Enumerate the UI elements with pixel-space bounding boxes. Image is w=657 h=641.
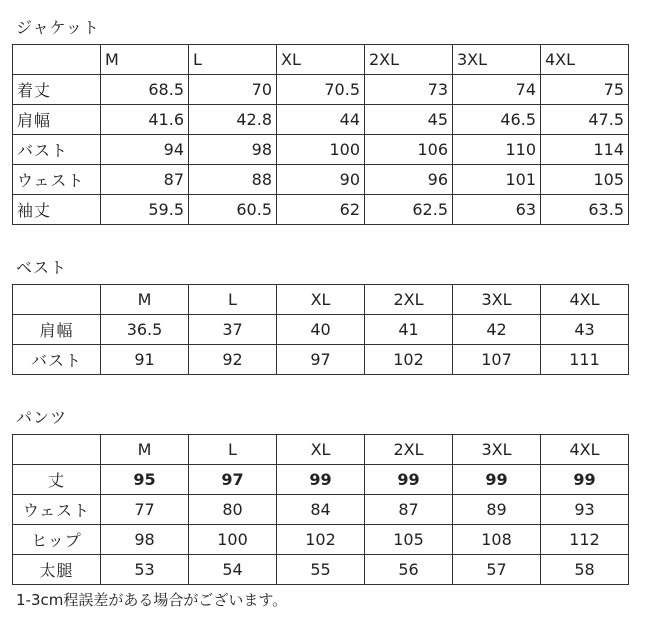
value-cell: 98 bbox=[189, 135, 277, 165]
value-cell: 54 bbox=[189, 555, 277, 585]
jacket-size-table bbox=[12, 44, 629, 225]
size-header: L bbox=[189, 285, 277, 315]
vest-title: ベスト bbox=[16, 258, 68, 277]
row-label: バスト bbox=[13, 345, 101, 375]
value-cell: 75 bbox=[541, 75, 629, 105]
value-cell: 58 bbox=[541, 555, 629, 585]
value-cell: 70 bbox=[189, 75, 277, 105]
corner-cell bbox=[13, 45, 101, 75]
row-label: 着丈 bbox=[13, 75, 101, 105]
value-cell: 112 bbox=[541, 525, 629, 555]
value-cell: 56 bbox=[365, 555, 453, 585]
size-header: 3XL bbox=[453, 45, 541, 75]
value-cell: 90 bbox=[277, 165, 365, 195]
value-cell: 100 bbox=[189, 525, 277, 555]
value-cell: 98 bbox=[101, 525, 189, 555]
value-cell: 114 bbox=[541, 135, 629, 165]
value-cell: 89 bbox=[453, 495, 541, 525]
header-row bbox=[13, 45, 629, 75]
value-cell: 59.5 bbox=[101, 195, 189, 225]
size-header: 3XL bbox=[453, 285, 541, 315]
table-row bbox=[13, 315, 629, 345]
row-label: ヒップ bbox=[13, 525, 101, 555]
value-cell: 62.5 bbox=[365, 195, 453, 225]
value-cell: 110 bbox=[453, 135, 541, 165]
value-cell: 42 bbox=[453, 315, 541, 345]
row-label: 丈 bbox=[13, 465, 101, 495]
vest-size-table bbox=[12, 284, 629, 375]
value-cell: 70.5 bbox=[277, 75, 365, 105]
value-cell: 108 bbox=[453, 525, 541, 555]
value-cell: 100 bbox=[277, 135, 365, 165]
size-header: XL bbox=[277, 435, 365, 465]
size-header: 3XL bbox=[453, 435, 541, 465]
size-header: XL bbox=[277, 45, 365, 75]
size-header: XL bbox=[277, 285, 365, 315]
size-header: 4XL bbox=[541, 285, 629, 315]
corner-cell bbox=[13, 435, 101, 465]
value-cell: 42.8 bbox=[189, 105, 277, 135]
size-header: M bbox=[101, 285, 189, 315]
value-cell: 41.6 bbox=[101, 105, 189, 135]
value-cell: 93 bbox=[541, 495, 629, 525]
row-label: 太腿 bbox=[13, 555, 101, 585]
size-header: 2XL bbox=[365, 45, 453, 75]
value-cell: 97 bbox=[189, 465, 277, 495]
value-cell: 46.5 bbox=[453, 105, 541, 135]
pants-size-table bbox=[12, 434, 629, 585]
table-row bbox=[13, 105, 629, 135]
row-label: 肩幅 bbox=[13, 105, 101, 135]
row-label: ウェスト bbox=[13, 495, 101, 525]
value-cell: 36.5 bbox=[101, 315, 189, 345]
value-cell: 97 bbox=[277, 345, 365, 375]
value-cell: 102 bbox=[277, 525, 365, 555]
value-cell: 102 bbox=[365, 345, 453, 375]
value-cell: 87 bbox=[101, 165, 189, 195]
value-cell: 74 bbox=[453, 75, 541, 105]
value-cell: 87 bbox=[365, 495, 453, 525]
value-cell: 68.5 bbox=[101, 75, 189, 105]
value-cell: 91 bbox=[101, 345, 189, 375]
value-cell: 57 bbox=[453, 555, 541, 585]
table-row bbox=[13, 525, 629, 555]
size-header: 4XL bbox=[541, 45, 629, 75]
table-row bbox=[13, 135, 629, 165]
value-cell: 80 bbox=[189, 495, 277, 525]
value-cell: 95 bbox=[101, 465, 189, 495]
size-header: M bbox=[101, 45, 189, 75]
table-row bbox=[13, 555, 629, 585]
size-header: M bbox=[101, 435, 189, 465]
size-header: 2XL bbox=[365, 285, 453, 315]
size-header: 4XL bbox=[541, 435, 629, 465]
value-cell: 40 bbox=[277, 315, 365, 345]
value-cell: 106 bbox=[365, 135, 453, 165]
value-cell: 99 bbox=[365, 465, 453, 495]
value-cell: 96 bbox=[365, 165, 453, 195]
row-label: ウェスト bbox=[13, 165, 101, 195]
value-cell: 44 bbox=[277, 105, 365, 135]
value-cell: 84 bbox=[277, 495, 365, 525]
header-row bbox=[13, 435, 629, 465]
table-row bbox=[13, 345, 629, 375]
value-cell: 63 bbox=[453, 195, 541, 225]
size-header: L bbox=[189, 435, 277, 465]
value-cell: 55 bbox=[277, 555, 365, 585]
value-cell: 63.5 bbox=[541, 195, 629, 225]
pants-title: パンツ bbox=[16, 408, 68, 427]
header-row bbox=[13, 285, 629, 315]
value-cell: 53 bbox=[101, 555, 189, 585]
table-row bbox=[13, 495, 629, 525]
table-row bbox=[13, 75, 629, 105]
value-cell: 111 bbox=[541, 345, 629, 375]
value-cell: 60.5 bbox=[189, 195, 277, 225]
value-cell: 77 bbox=[101, 495, 189, 525]
value-cell: 107 bbox=[453, 345, 541, 375]
value-cell: 45 bbox=[365, 105, 453, 135]
value-cell: 37 bbox=[189, 315, 277, 345]
value-cell: 43 bbox=[541, 315, 629, 345]
corner-cell bbox=[13, 285, 101, 315]
row-label: 袖丈 bbox=[13, 195, 101, 225]
value-cell: 94 bbox=[101, 135, 189, 165]
value-cell: 73 bbox=[365, 75, 453, 105]
jacket-title: ジャケット bbox=[16, 18, 100, 37]
value-cell: 88 bbox=[189, 165, 277, 195]
value-cell: 105 bbox=[541, 165, 629, 195]
value-cell: 47.5 bbox=[541, 105, 629, 135]
tolerance-note: 1-3cm程誤差がある場合がございます。 bbox=[16, 591, 288, 609]
size-header: 2XL bbox=[365, 435, 453, 465]
table-row bbox=[13, 465, 629, 495]
value-cell: 62 bbox=[277, 195, 365, 225]
value-cell: 101 bbox=[453, 165, 541, 195]
table-row bbox=[13, 195, 629, 225]
value-cell: 41 bbox=[365, 315, 453, 345]
value-cell: 99 bbox=[453, 465, 541, 495]
value-cell: 92 bbox=[189, 345, 277, 375]
row-label: バスト bbox=[13, 135, 101, 165]
row-label: 肩幅 bbox=[13, 315, 101, 345]
size-header: L bbox=[189, 45, 277, 75]
value-cell: 105 bbox=[365, 525, 453, 555]
value-cell: 99 bbox=[541, 465, 629, 495]
table-row bbox=[13, 165, 629, 195]
value-cell: 99 bbox=[277, 465, 365, 495]
